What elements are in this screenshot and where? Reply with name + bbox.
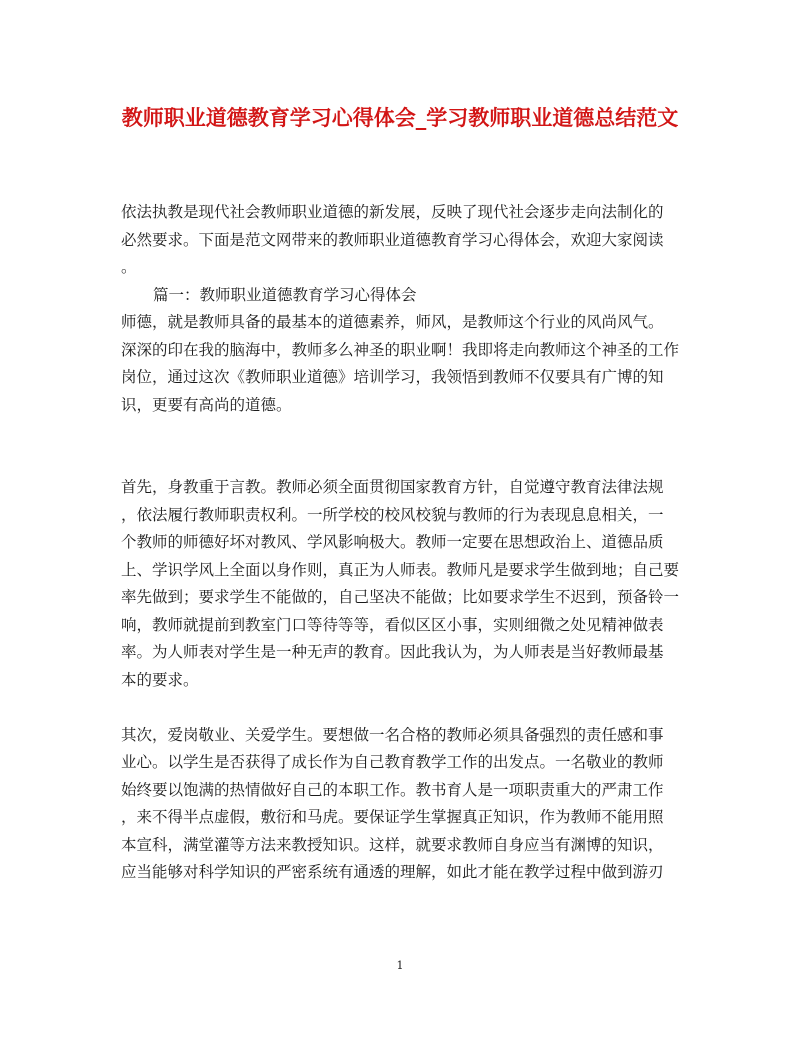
section-heading: 篇一：教师职业道德教育学习心得体会 — [153, 285, 417, 304]
intro-line: 依法执教是现代社会教师职业道德的新发展，反映了现代社会逐步走向法制化的 — [121, 203, 664, 221]
intro-line: 必然要求。下面是范文网带来的教师职业道德教育学习心得体会，欢迎大家阅读 — [121, 230, 664, 249]
paragraph-line: 业心。以学生是否获得了成长作为自己教育教学工作的出发点。一名敬业的教师 — [121, 753, 664, 771]
paragraph-line: 本宣科，满堂灌等方法来教授知识。这样，就要求教师自身应当有渊博的知识， — [121, 835, 664, 854]
paragraph-line: 其次，爱岗敬业、关爱学生。要想做一名合格的教师必须具备强烈的责任感和事 — [121, 725, 664, 744]
document-body — [121, 199, 681, 887]
paragraph-line: 岗位，通过这次《教师职业道德》培训学习，我领悟到教师不仅要具有广博的知 — [121, 368, 664, 386]
paragraph-line: 深深的印在我的脑海中，教师多么神圣的职业啊！我即将走向教师这个神圣的工作 — [121, 340, 680, 359]
paragraph-spacer — [121, 447, 681, 475]
paragraph-line: 始终要以饱满的热情做好自己的本职工作。教书育人是一项职责重大的严肃工作 — [121, 780, 664, 799]
paragraph-line: ，来不得半点虚假，敷衍和马虎。要保证学生掌握真正知识，作为教师不能用照 — [121, 808, 664, 826]
paragraph-line: 率。为人师表对学生是一种无声的教育。因此我认为，为人师表是当好教师最基 — [121, 643, 664, 661]
intro-line: 。 — [121, 258, 137, 276]
page-number: 1 — [396, 959, 404, 972]
paragraph-line: 上、学识学风上全面以身作则，真正为人师表。教师凡是要求学生做到地；自己要 — [121, 560, 680, 579]
paragraph-line: 个教师的师德好坏对教风、学风影响极大。教师一定要在思想政治上、道德品质 — [121, 533, 664, 551]
paragraph-line: 率先做到；要求学生不能做的，自己坚决不能做；比如要求学生不迟到，预备铃一 — [121, 588, 680, 606]
paragraph-line: 首先，身教重于言教。教师必须全面贯彻国家教育方针，自觉遵守教育法律法规 — [121, 478, 664, 496]
paragraph-line: 响，教师就提前到教室门口等待等等，看似区区小事，实则细微之处见精神做表 — [121, 615, 664, 634]
paragraph-line: 识，更要有高尚的道德。 — [121, 395, 292, 414]
paragraph-line: 师德，就是教师具备的最基本的道德素养，师风，是教师这个行业的风尚风气。 — [121, 313, 664, 331]
paragraph-line: 应当能够对科学知识的严密系统有通透的理解，如此才能在教学过程中做到游刃 — [121, 863, 664, 881]
document-title: 教师职业道德教育学习心得体会_学习教师职业道德总结范文 — [121, 105, 679, 130]
paragraph-line: 本的要求。 — [121, 670, 199, 689]
paragraph-spacer — [121, 694, 681, 722]
paragraph-line: ，依法履行教师职责权利。一所学校的校风校貌与教师的行为表现息息相关，一 — [121, 505, 664, 524]
paragraph-spacer — [121, 419, 681, 447]
